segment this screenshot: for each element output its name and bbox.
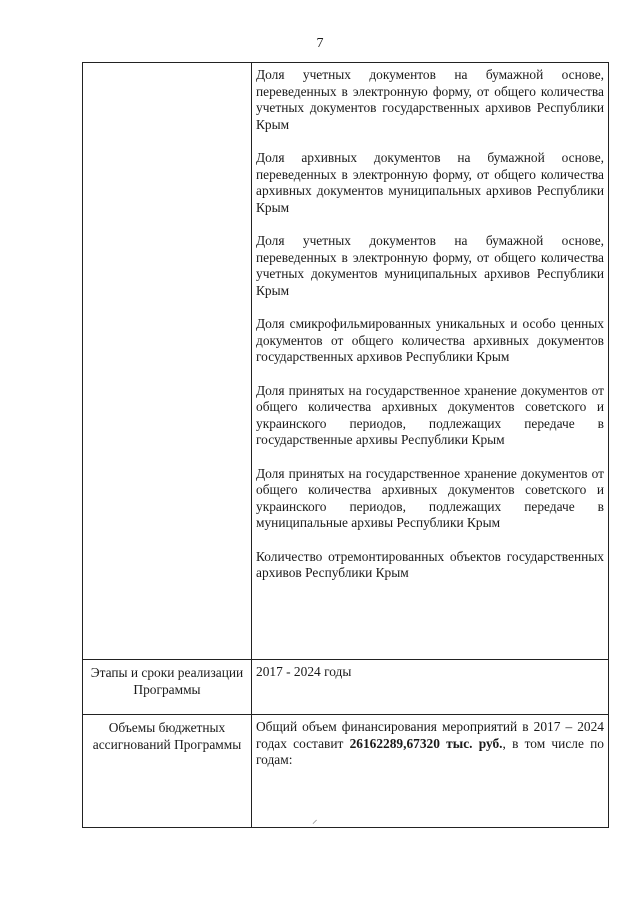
budget-cell (252, 715, 609, 828)
stages-label: Этапы и сроки реализации Программы (83, 660, 252, 715)
indicator-item: Количество отремонтированных объектов государственных архивов Республики Крым (256, 548, 604, 580)
indicator-item: Доля архивных документов на бумажной основе, переведенных в электронную форму, от общего количества архивных документов муниципальных архивов Республики Крым (256, 150, 604, 215)
indicators-label-cell (83, 63, 252, 660)
indicator-item: Доля принятых на государственное хранение документов от общего количества архивных документов советского и украинского периодов, подлежащих передаче в государственные архивы Республики Крым (256, 382, 604, 447)
indicator-item: Доля смикрофильмированных уникальных и особо ценных документов от общего количества архивных документов государственных архивов Республики Крым (256, 316, 604, 364)
indicator-item: Доля учетных документов на бумажной основе, переведенных в электронную форму, от общего количества учетных документов государственных архивов Республики Крым (256, 67, 604, 132)
budget-text-after: , в том числе по годам: (256, 735, 604, 767)
indicator-item: Доля учетных документов на бумажной основе, переведенных в электронную форму, от общего количества учетных документов муниципальных архивов Республики Крым (256, 233, 604, 298)
stages-value: 2017 - 2024 годы (252, 660, 609, 715)
indicators-list-cell (252, 63, 609, 660)
budget-text-before: Общий объем финансирования мероприятий в 2017 – 2024 годах составит (256, 719, 604, 751)
indicator-item: Доля принятых на государственное хранение документов от общего количества архивных документов советского и украинского периодов, подлежащих передаче в муниципальные архивы Республики Крым (256, 465, 604, 530)
budget-amount: 26162289,67320 тыс. руб. (349, 735, 503, 751)
budget-text (256, 719, 604, 769)
budget-label: Объемы бюджетных ассигнований Программы (83, 715, 252, 828)
table-row-stages (83, 660, 609, 715)
program-passport-table (82, 62, 609, 828)
page-number: 7 (316, 36, 324, 51)
scan-artifact-mark: ⸝ (312, 814, 318, 826)
table-row-budget (83, 715, 609, 828)
table-row-indicators (83, 63, 609, 660)
